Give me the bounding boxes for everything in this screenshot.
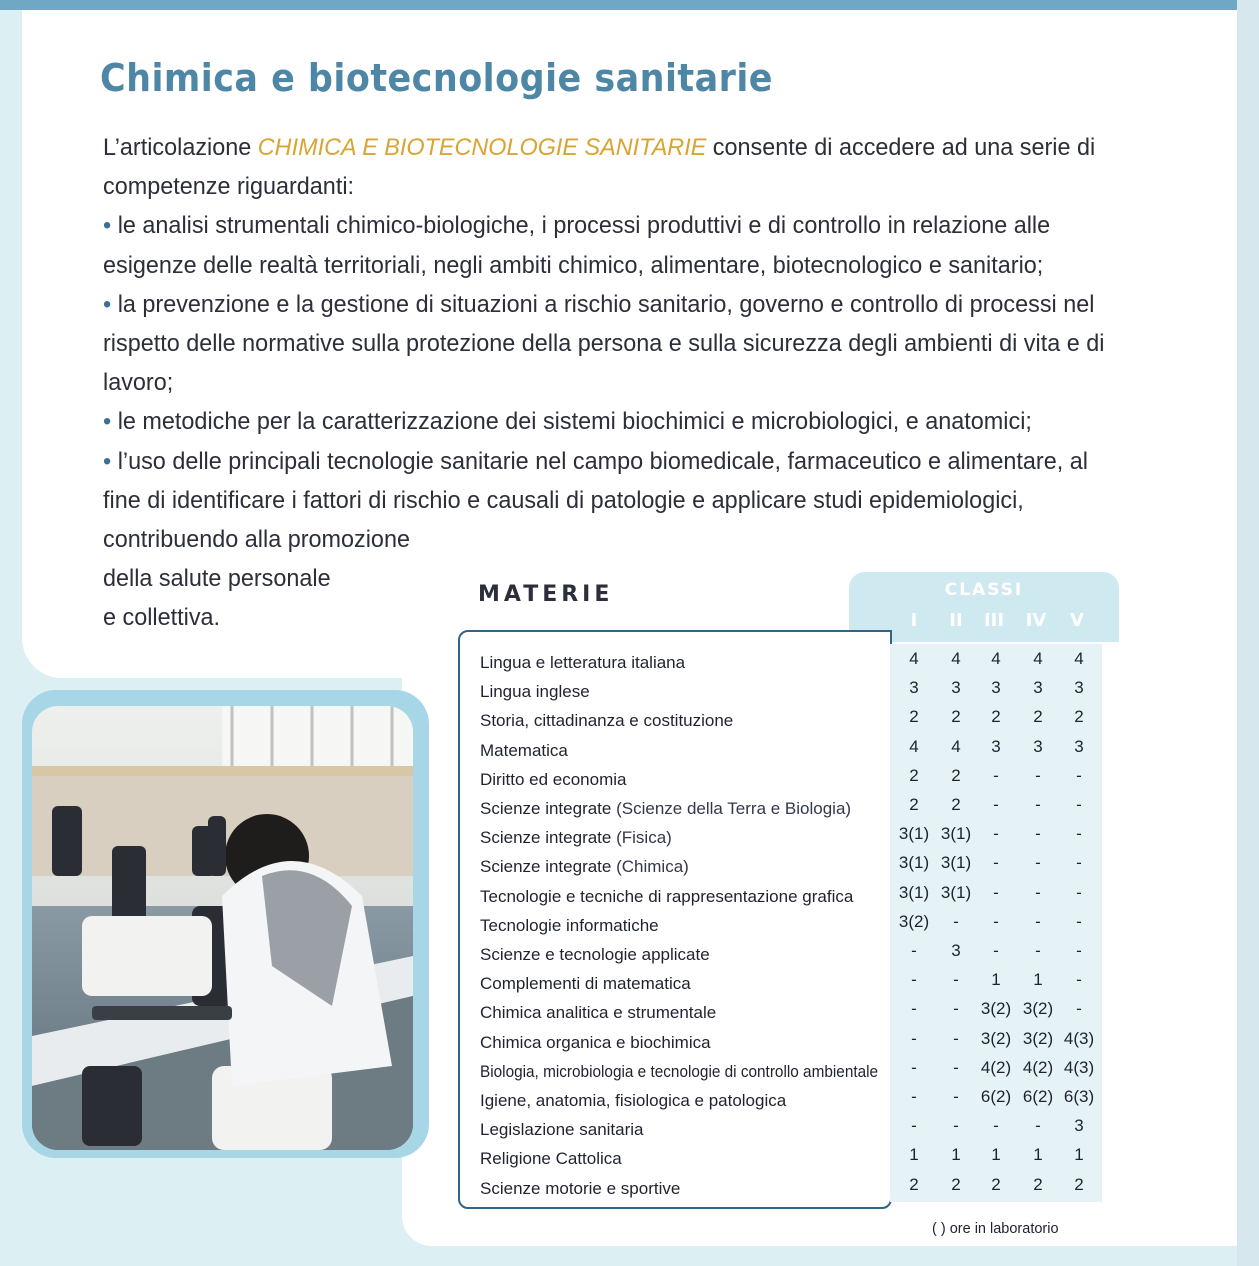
subject-label: Chimica organica e biochimica [480, 1032, 711, 1052]
bullet-icon: • [103, 290, 118, 318]
page-title: Chimica e biotecnologie sanitarie [100, 56, 773, 100]
intro-bullet [103, 402, 1115, 441]
subject-name [480, 916, 659, 936]
bullet-icon: • [103, 408, 118, 436]
subject-label: Scienze integrate [480, 828, 612, 848]
hours-cell: 4 [951, 649, 961, 668]
hours-cell: 3(2) [980, 1028, 1012, 1048]
hours-cell: - [911, 1087, 917, 1106]
subject-label: Biologia, microbiologia e tecnologie di controllo ambientale [480, 1061, 879, 1081]
subject-name [480, 1033, 711, 1053]
hours-cell: 3 [991, 678, 1001, 698]
hours-cell: 4(2) [980, 1057, 1012, 1077]
bullet-icon: • [103, 212, 118, 240]
lab-photo [32, 706, 413, 1150]
subject-label: Lingua inglese [480, 682, 590, 702]
hours-cell: - [993, 941, 999, 960]
intro-bullet [103, 285, 1115, 403]
hours-cell: 2 [991, 1174, 1001, 1194]
hours-cell: 2 [991, 707, 1001, 727]
hours-cell: - [1076, 941, 1082, 960]
hours-cell: 4(3) [1063, 1028, 1095, 1048]
top-band [0, 0, 1259, 10]
hours-cell: - [1076, 824, 1082, 844]
hours-cell: 3(2) [980, 999, 1012, 1019]
subject-name [480, 741, 568, 761]
hours-cell: - [953, 1087, 959, 1106]
hours-cell: - [993, 1116, 999, 1136]
hours-cell: 2 [1033, 707, 1043, 727]
hours-cell: - [1076, 911, 1082, 931]
hours-cell: 3 [1074, 678, 1084, 698]
intro-tail-line: contribuendo alla promozione [103, 526, 410, 554]
lab-hours-footnote: ( ) ore in laboratorio [932, 1221, 1059, 1237]
bullet-text: le metodiche per la caratterizzazione dei sistemi biochimici e microbiologici, e anatomici; [117, 408, 1032, 436]
subject-name [480, 711, 733, 731]
intro-bullet [103, 442, 1115, 520]
subject-label: Legislazione sanitaria [480, 1120, 644, 1140]
hours-cell: 4 [991, 649, 1001, 668]
hours-cell: - [953, 970, 959, 990]
subject-label: Diritto ed economia [480, 769, 627, 789]
hours-cell: 2 [951, 1174, 961, 1194]
subject-name [480, 1179, 680, 1199]
intro-tail-line: e collettiva. [103, 604, 221, 632]
subject-label: Scienze motorie e sportive [480, 1178, 681, 1198]
hours-cell: - [993, 824, 999, 844]
hours-cell: 2 [1074, 1174, 1084, 1194]
hours-cell: - [953, 1028, 959, 1048]
hours-cell: - [1035, 824, 1041, 844]
hours-cell: 2 [951, 795, 961, 814]
hours-cell: - [953, 1116, 959, 1136]
hours-cell: - [1035, 765, 1041, 785]
hours-cell: 6(2) [1022, 1087, 1054, 1106]
hours-cell: 3 [1033, 736, 1043, 756]
hours-cell: 3 [951, 678, 961, 698]
hours-cell: - [1035, 911, 1041, 931]
intro-tail-line: della salute personale [103, 565, 331, 593]
hours-cell: 2 [951, 707, 961, 727]
bullet-text: la prevenzione e la gestione di situazioni a rischio sanitario, governo e controllo di processi nel rispetto delle normative sulla protezione della persona e sulla sicurezza degli ambienti di vita e di lavoro; [103, 290, 1105, 397]
hours-cell: - [911, 999, 917, 1019]
classi-heading: CLASSI [944, 580, 1024, 600]
hours-cell: - [993, 853, 999, 873]
class-column-header: II [949, 610, 963, 631]
subject-label: Storia, cittadinanza e costituzione [480, 711, 734, 731]
hours-cell: - [1076, 999, 1082, 1019]
hours-cell: - [911, 1116, 917, 1136]
intro-lead-start: L’articolazione [103, 134, 258, 161]
hours-cell: 3(2) [1022, 1028, 1054, 1048]
subject-name [480, 857, 689, 877]
hours-cell: - [911, 941, 917, 960]
hours-cell: - [1035, 795, 1041, 814]
class-column-header: III [983, 610, 1005, 631]
hours-cell: - [1076, 853, 1082, 873]
hours-cell: 1 [1033, 970, 1043, 990]
hours-cell: 3(1) [898, 853, 930, 873]
hours-cell: - [953, 1057, 959, 1077]
hours-cell: 3(1) [898, 824, 930, 844]
subject-note: (Chimica) [611, 857, 689, 877]
intro-bullet [103, 206, 1115, 284]
subject-name [480, 974, 691, 994]
subject-label: Scienze integrate [480, 799, 612, 818]
subject-name [480, 1091, 786, 1111]
hours-cell: 3(1) [940, 882, 972, 902]
hours-cell: 3(1) [898, 882, 930, 902]
hours-cell: - [911, 1028, 917, 1048]
hours-cell: 2 [909, 707, 919, 727]
bullet-text: le analisi strumentali chimico-biologiche, i processi produttivi e di controllo in relazione alle esigenze delle realtà territoriali, negli ambiti chimico, alimentare, biotecnologico e sanitario; [103, 212, 1051, 279]
subject-label: Scienze e tecnologie applicate [480, 945, 710, 964]
subject-label: Religione Cattolica [480, 1149, 622, 1169]
hours-cell: 3 [1074, 1116, 1084, 1136]
hours-cell: 4(3) [1063, 1057, 1095, 1077]
bullet-icon: • [103, 447, 118, 475]
hours-cell: 4 [909, 736, 919, 756]
subject-label: Lingua e letteratura italiana [480, 653, 686, 672]
hours-cell: 2 [909, 1174, 919, 1194]
hours-cell: - [1076, 765, 1082, 785]
intro-text [103, 128, 1115, 638]
class-column-header: V [1070, 610, 1084, 631]
hours-cell: - [953, 911, 959, 931]
hours-cell: - [1035, 1116, 1041, 1136]
hours-cell: 6(2) [980, 1087, 1012, 1106]
subject-name [480, 887, 853, 907]
subject-name [480, 1062, 878, 1082]
hours-cell: - [953, 999, 959, 1019]
hours-cell: 4 [1074, 649, 1084, 668]
subject-name [480, 1120, 644, 1140]
subject-note: (Fisica) [611, 828, 672, 848]
hours-cell: 2 [1074, 707, 1084, 727]
subject-label: Tecnologie e tecniche di rappresentazione grafica [480, 886, 854, 906]
hours-cell: 3(1) [940, 824, 972, 844]
hours-cell: - [993, 882, 999, 902]
hours-cell: 2 [909, 795, 919, 814]
intro-lead-end: consente di accedere ad una serie di competenze riguardanti: [103, 134, 1096, 201]
hours-cell: 2 [1033, 1174, 1043, 1194]
subject-label: Scienze integrate [480, 857, 612, 877]
hours-cell: - [993, 795, 999, 814]
hours-cell: 4 [909, 649, 919, 668]
hours-cell: 1 [1074, 1145, 1084, 1165]
hours-cell: 1 [951, 1145, 961, 1165]
hours-cell: 3 [1074, 736, 1084, 756]
page-edge [1237, 0, 1259, 1266]
subject-note: (Scienze della Terra e Biologia) [611, 799, 852, 818]
hours-cell: 1 [991, 1145, 1001, 1165]
subject-name [480, 828, 672, 848]
hours-cell: 3(2) [1022, 999, 1054, 1019]
hours-cell: - [1076, 882, 1082, 902]
hours-cell: 1 [991, 970, 1001, 990]
class-column-header: IV [1025, 610, 1047, 631]
hours-cell: - [1035, 853, 1041, 873]
hours-cell: 3(2) [898, 911, 930, 931]
hours-cell: - [1076, 795, 1082, 814]
materie-heading: MATERIE [478, 582, 614, 607]
subject-name [480, 770, 626, 790]
hours-cell: - [911, 1057, 917, 1077]
hours-cell: 4 [1033, 649, 1043, 668]
hours-cell: - [993, 911, 999, 931]
hours-cell: 4(2) [1022, 1057, 1054, 1077]
subject-name [480, 1149, 622, 1169]
hours-cell: 3(1) [940, 853, 972, 873]
hours-cell: 3 [991, 736, 1001, 756]
intro-lead [103, 128, 1115, 206]
subject-label: Tecnologie informatiche [480, 915, 659, 935]
microscope-student-illustration [32, 706, 413, 1150]
hours-cell: 2 [951, 765, 961, 785]
intro-highlight: CHIMICA E BIOTECNOLOGIE SANITARIE [257, 134, 707, 161]
hours-cell: - [1035, 882, 1041, 902]
subject-label: Matematica [480, 740, 568, 760]
hours-cell: 6(3) [1063, 1087, 1095, 1106]
subject-name [480, 682, 590, 702]
subject-name [480, 945, 710, 965]
subject-label: Igiene, anatomia, fisiologica e patologica [480, 1091, 787, 1110]
subject-label: Complementi di matematica [480, 974, 691, 994]
hours-cell: - [993, 765, 999, 785]
hours-cell: 3 [951, 941, 961, 960]
hours-cell: 4 [951, 736, 961, 756]
hours-cell: - [911, 970, 917, 990]
hours-cell: 1 [909, 1145, 919, 1165]
hours-cell: 3 [1033, 678, 1043, 698]
hours-cell: 3 [909, 678, 919, 698]
class-column-header: I [910, 610, 918, 631]
bullet-text: l’uso delle principali tecnologie sanitarie nel campo biomedicale, farmaceutico e alimentare, al fine di identificare i fattori di rischio e causali di patologie e applicare studi epidemiologici, [103, 447, 1088, 514]
hours-cell: - [1035, 941, 1041, 960]
hours-cell: 1 [1033, 1145, 1043, 1165]
subject-name [480, 799, 851, 819]
subject-name [480, 653, 685, 673]
hours-cell: 2 [909, 765, 919, 785]
hours-cell: - [1076, 970, 1082, 990]
subject-name [480, 1003, 716, 1023]
subject-label: Chimica analitica e strumentale [480, 1003, 717, 1023]
